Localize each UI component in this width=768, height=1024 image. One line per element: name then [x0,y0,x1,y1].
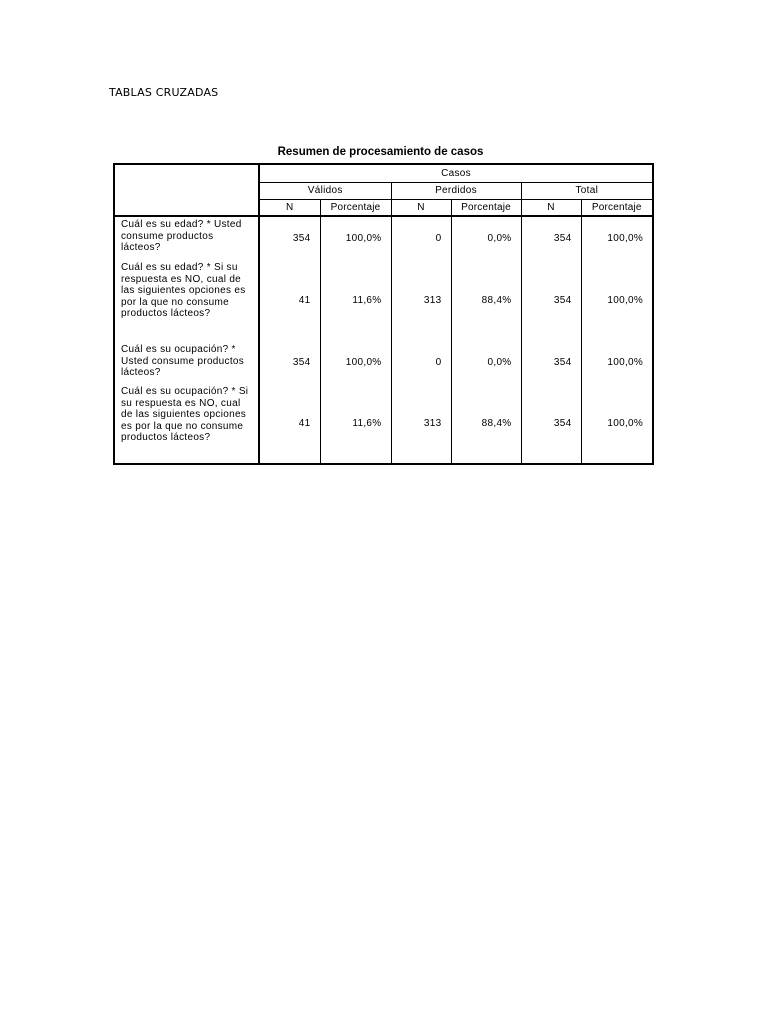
subheader-perdidos-n: N [391,200,451,217]
table-stub-cell [114,164,259,216]
cell-total-n: 354 [521,342,581,384]
subheader-total-porcentaje: Porcentaje [581,200,653,217]
cell-total-porcentaje: 100,0% [607,357,644,369]
cell-perdidos-porcentaje: 88,4% [451,384,521,464]
subheader-validos-n: N [259,200,320,217]
table-title: Resumen de procesamiento de casos [277,146,484,158]
table-row [114,342,653,384]
table-row [114,216,653,260]
cell-total-porcentaje: 100,0% [607,232,644,244]
cell-total-n: 354 [521,216,581,260]
header-row-top [114,164,653,183]
cell-perdidos-porcentaje: 0,0% [451,216,521,260]
header-casos: Casos [259,164,653,183]
row-label: Cuál es su edad? * Si su respuesta es NO, cual de las siguientes opciones es por la que no consume productos lácteos? [114,260,259,342]
cell-validos-n: 41 [259,384,320,464]
cell-perdidos-n: 0 [391,216,451,260]
cell-validos-n: 354 [259,342,320,384]
row-label: Cuál es su ocupación? * Usted consume productos lácteos? [114,342,259,384]
cell-validos-porcentaje: 11,6% [320,384,391,464]
document-heading: TABLAS CRUZADAS [109,86,219,99]
cell-perdidos-n: 313 [391,260,451,342]
subheader-validos-porcentaje: Porcentaje [320,200,391,217]
cell-validos-n: 41 [259,260,320,342]
cell-total-n: 354 [521,384,581,464]
cell-perdidos-n: 313 [391,384,451,464]
table-row [114,260,653,342]
subheader-perdidos-porcentaje: Porcentaje [451,200,521,217]
cell-total-n: 354 [521,260,581,342]
cell-validos-n: 354 [259,216,320,260]
cell-validos-porcentaje: 100,0% [320,216,391,260]
cell-perdidos-n: 0 [391,342,451,384]
subheader-total-n: N [521,200,581,217]
header-group-perdidos: Perdidos [391,183,521,200]
row-label: Cuál es su edad? * Usted consume productos lácteos? [114,216,259,260]
case-processing-summary-table [113,163,654,465]
table-row [114,384,653,464]
cell-perdidos-porcentaje: 88,4% [451,260,521,342]
cell-validos-porcentaje: 100,0% [320,342,391,384]
cell-total-porcentaje: 100,0% [607,295,644,307]
row-label: Cuál es su ocupación? * Si su respuesta es NO, cual de las siguientes opciones es por la que no consume productos lácteos? [114,384,259,464]
cell-perdidos-porcentaje: 0,0% [451,342,521,384]
cell-validos-porcentaje: 11,6% [320,260,391,342]
header-group-total: Total [521,183,653,200]
header-group-validos: Válidos [259,183,391,200]
cell-total-porcentaje: 100,0% [607,417,644,429]
